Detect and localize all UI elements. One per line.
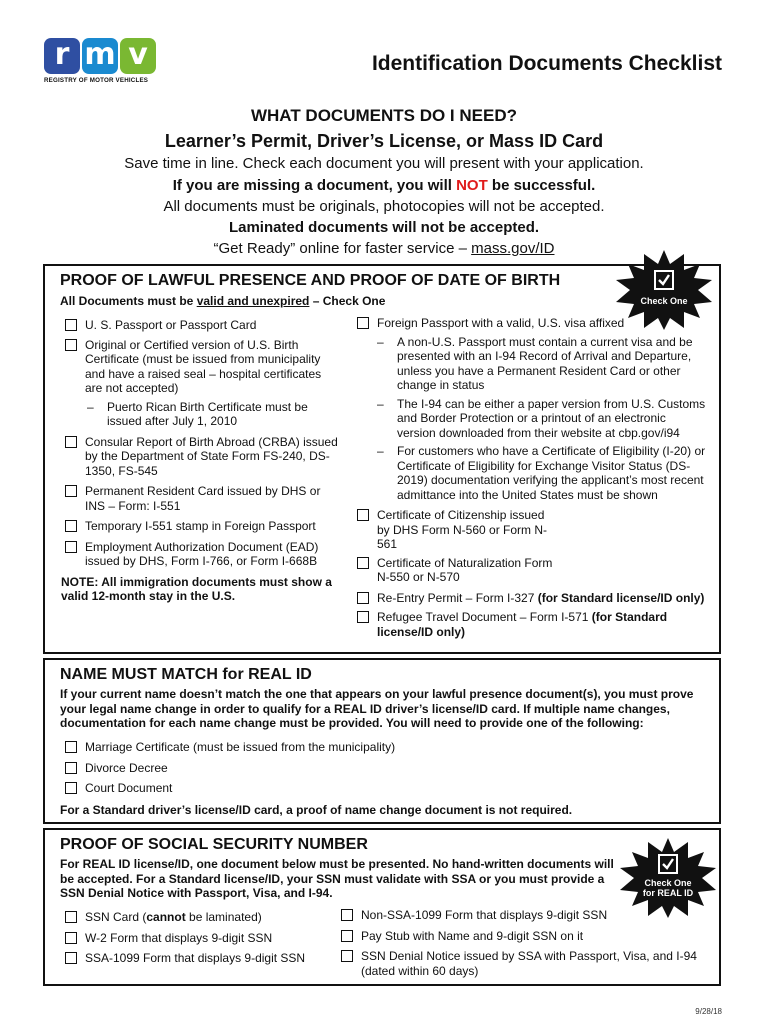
rmv-logo bbox=[44, 38, 160, 86]
logo-v: v bbox=[120, 38, 156, 74]
item-text: Marriage Certificate (must be issued from the municipality) bbox=[85, 740, 396, 754]
intro-line-4: Laminated documents will not be accepted. bbox=[228, 219, 540, 236]
checkbox[interactable] bbox=[65, 319, 77, 331]
sub-c: – Check One bbox=[309, 294, 386, 308]
item-text: Foreign Passport with a valid, U.S. visa affixed bbox=[377, 316, 625, 330]
logo-m: m bbox=[82, 38, 118, 74]
badge-label-2: for REAL ID bbox=[642, 888, 694, 898]
item-text: Refugee Travel Document – Form I-571 bbox=[377, 610, 592, 624]
sub-note: – For customers who have a Certificate of Eligibility (I-20) or Certificate of Eligibility for Exchange Visitor Status (DS-2019) documentation verifying the applicant’s most recent admittance into the United States must be shown bbox=[377, 444, 706, 502]
immigration-note: NOTE: All immigration documents must show a valid 12-month stay in the U.S. bbox=[61, 574, 332, 603]
intro-line-1: Save time in line. Check each document you will present with your application. bbox=[124, 155, 644, 172]
checkbox[interactable] bbox=[65, 520, 77, 532]
checkbox[interactable] bbox=[357, 317, 369, 329]
sub-note-text: A non-U.S. Passport must contain a current visa and be presented with an I-94 Record of Arrival and Departure, unless you have a Permanent Resident Card or other change in status bbox=[397, 334, 693, 392]
checkbox-item[interactable] bbox=[65, 338, 340, 396]
checkbox[interactable] bbox=[357, 611, 369, 623]
intro-line-5a: “Get Ready” online for faster service – bbox=[213, 240, 472, 257]
checkbox[interactable] bbox=[65, 911, 77, 923]
checkbox-item[interactable] bbox=[65, 781, 665, 796]
item-text: Permanent Resident Card issued by DHS or INS – Form: I-551 bbox=[85, 484, 321, 513]
intro-line-2a: If you are missing a document, you will bbox=[172, 177, 457, 194]
checkbox[interactable] bbox=[65, 485, 77, 497]
checkbox-item[interactable] bbox=[65, 910, 335, 925]
item-text: Certificate of Naturalization Form N-550 or N-570 bbox=[377, 555, 553, 584]
section-1-title: PROOF OF LAWFUL PRESENCE AND PROOF OF DATE OF BIRTH bbox=[60, 272, 561, 289]
sub-note-text: Puerto Rican Birth Certificate must be issued after July 1, 2010 bbox=[107, 399, 308, 428]
sub-a: All Documents must be bbox=[60, 294, 197, 308]
checkbox[interactable] bbox=[65, 952, 77, 964]
sub-note: – The I-94 can be either a paper version from U.S. Customs and Border Protection or a printout of an electronic version downloaded from their website at cbp.gov/i94 bbox=[377, 396, 706, 440]
item-text: Pay Stub with Name and 9-digit SSN on it bbox=[361, 928, 584, 943]
item-text: Re-Entry Permit – Form I-327 bbox=[377, 590, 538, 605]
checkbox[interactable] bbox=[65, 339, 77, 351]
checkbox-item[interactable] bbox=[341, 929, 711, 944]
item-text: SSN Denial Notice issued by SSA with Passport, Visa, and I-94 (dated within 60 days) bbox=[361, 949, 697, 978]
sub-b: valid and unexpired bbox=[196, 294, 310, 308]
checkbox[interactable] bbox=[341, 950, 353, 962]
section-1-subtitle bbox=[60, 294, 385, 309]
checkmark-icon bbox=[658, 854, 678, 874]
badge-label: Check One bbox=[640, 296, 688, 306]
item-text: Employment Authorization Document (EAD) issued by DHS, Form I-766, or Form I-668B bbox=[85, 539, 319, 568]
badge-label: Check One bbox=[644, 878, 692, 888]
checkbox-item[interactable] bbox=[357, 610, 707, 639]
checkbox-item[interactable] bbox=[65, 484, 340, 513]
check-one-real-id-badge bbox=[618, 836, 718, 920]
checkbox[interactable] bbox=[357, 592, 369, 604]
item-qualifier: (for Standard license/ID only) bbox=[537, 590, 705, 605]
item-text: SSN Card ( bbox=[85, 910, 147, 924]
checkmark-icon bbox=[654, 270, 674, 290]
logo-subtitle: REGISTRY OF MOTOR VEHICLES bbox=[44, 77, 149, 84]
checkbox-item[interactable] bbox=[65, 951, 335, 966]
checkbox[interactable] bbox=[357, 557, 369, 569]
sub-note: – A non-U.S. Passport must contain a current visa and be presented with an I-94 Record of Arrival and Departure, unless you have a Permanent Resident Card or other change in status bbox=[377, 335, 707, 393]
check-one-badge bbox=[614, 248, 714, 332]
item-text: Non-SSA-1099 Form that displays 9-digit SSN bbox=[361, 908, 608, 922]
item-text: Divorce Decree bbox=[85, 760, 168, 775]
section-3-subtitle: For REAL ID license/ID, one document below must be presented. No hand-written documents will be accepted. For a Standard license/ID, your SSN must validate with SSA or you must provide a SSN Denial Notice with Passport, Visa, and I-94. bbox=[60, 857, 614, 900]
checkbox[interactable] bbox=[65, 541, 77, 553]
item-text: Certificate of Citizenship issued by DHS Form N-560 or Form N-561 bbox=[377, 508, 548, 551]
section-name-match bbox=[43, 658, 721, 824]
section-3-title: PROOF OF SOCIAL SECURITY NUMBER bbox=[60, 836, 368, 853]
sub-note-text: For customers who have a Certificate of Eligibility (I-20) or Certificate of Eligibility for Exchange Visitor Status (DS-2019) documentation verifying the applicant’s most recent admittance into the United States must be shown bbox=[397, 444, 706, 502]
checkbox[interactable] bbox=[341, 930, 353, 942]
intro-line-2 bbox=[0, 177, 768, 194]
checkbox-item[interactable] bbox=[357, 556, 557, 585]
item-text: U. S. Passport or Passport Card bbox=[85, 318, 257, 332]
checkbox-item[interactable] bbox=[357, 508, 557, 552]
not-emphasis: NOT bbox=[456, 177, 488, 194]
checkbox-item[interactable] bbox=[357, 591, 707, 606]
checkbox[interactable] bbox=[357, 509, 369, 521]
heading-what-documents: WHAT DOCUMENTS DO I NEED? bbox=[250, 106, 517, 125]
revision-date: 9/28/18 bbox=[695, 1007, 722, 1016]
item-text: W-2 Form that displays 9-digit SSN bbox=[85, 930, 273, 945]
item-text-end: be laminated) bbox=[185, 910, 262, 924]
checkbox-item[interactable] bbox=[65, 740, 665, 755]
heading-license-types: Learner’s Permit, Driver’s License, or Mass ID Card bbox=[164, 131, 604, 151]
checkbox-item[interactable] bbox=[65, 931, 335, 946]
checkbox[interactable] bbox=[65, 741, 77, 753]
logo-r: r bbox=[44, 38, 80, 74]
item-text: Court Document bbox=[85, 781, 173, 795]
intro-line-3: All documents must be originals, photocopies will not be accepted. bbox=[163, 198, 605, 215]
checkbox[interactable] bbox=[65, 782, 77, 794]
cannot-emphasis: cannot bbox=[146, 910, 186, 924]
checkbox-item[interactable] bbox=[65, 318, 340, 333]
item-text: Consular Report of Birth Abroad (CRBA) issued by the Department of State Form FS-240, DS-1350, FS-545 bbox=[85, 434, 338, 478]
sub-note-text: The I-94 can be either a paper version from U.S. Customs and Border Protection or a printout of an electronic version downloaded from their website at cbp.gov/i94 bbox=[397, 396, 706, 440]
checkbox-item[interactable] bbox=[65, 540, 340, 569]
checkbox[interactable] bbox=[65, 762, 77, 774]
checkbox-item[interactable] bbox=[341, 949, 711, 978]
mass-gov-link[interactable]: mass.gov/ID bbox=[471, 240, 555, 257]
checkbox-item[interactable] bbox=[65, 519, 340, 534]
intro-line-2c: be successful. bbox=[487, 177, 596, 194]
checkbox[interactable] bbox=[65, 436, 77, 448]
checkbox-item[interactable] bbox=[65, 761, 665, 776]
checkbox[interactable] bbox=[341, 909, 353, 921]
sub-note: – Puerto Rican Birth Certificate must be issued after July 1, 2010 bbox=[87, 400, 340, 429]
section-2-subtitle: If your current name doesn’t match the one that appears on your lawful presence document(s), you must prove your legal name change in order to qualify for a REAL ID driver’s license/ID card. If multiple name changes, documentation for each name change must be provided. You will need to provide one of the following: bbox=[60, 687, 694, 730]
item-text: Temporary I-551 stamp in Foreign Passport bbox=[85, 519, 316, 533]
item-text: Original or Certified version of U.S. Birth Certificate (must be issued from municipality and have a raised seal – hospital certificates are not accepted) bbox=[85, 337, 322, 395]
item-text: SSA-1099 Form that displays 9-digit SSN bbox=[85, 951, 306, 965]
checkbox[interactable] bbox=[65, 932, 77, 944]
section-2-title: NAME MUST MATCH for REAL ID bbox=[60, 666, 312, 683]
checkbox-item[interactable] bbox=[65, 435, 340, 479]
section-2-footer: For a Standard driver’s license/ID card, a proof of name change document is not required. bbox=[60, 803, 573, 817]
item-qualifier: (for Standard license/ID only) bbox=[377, 610, 668, 639]
document-title: Identification Documents Checklist bbox=[371, 52, 722, 75]
